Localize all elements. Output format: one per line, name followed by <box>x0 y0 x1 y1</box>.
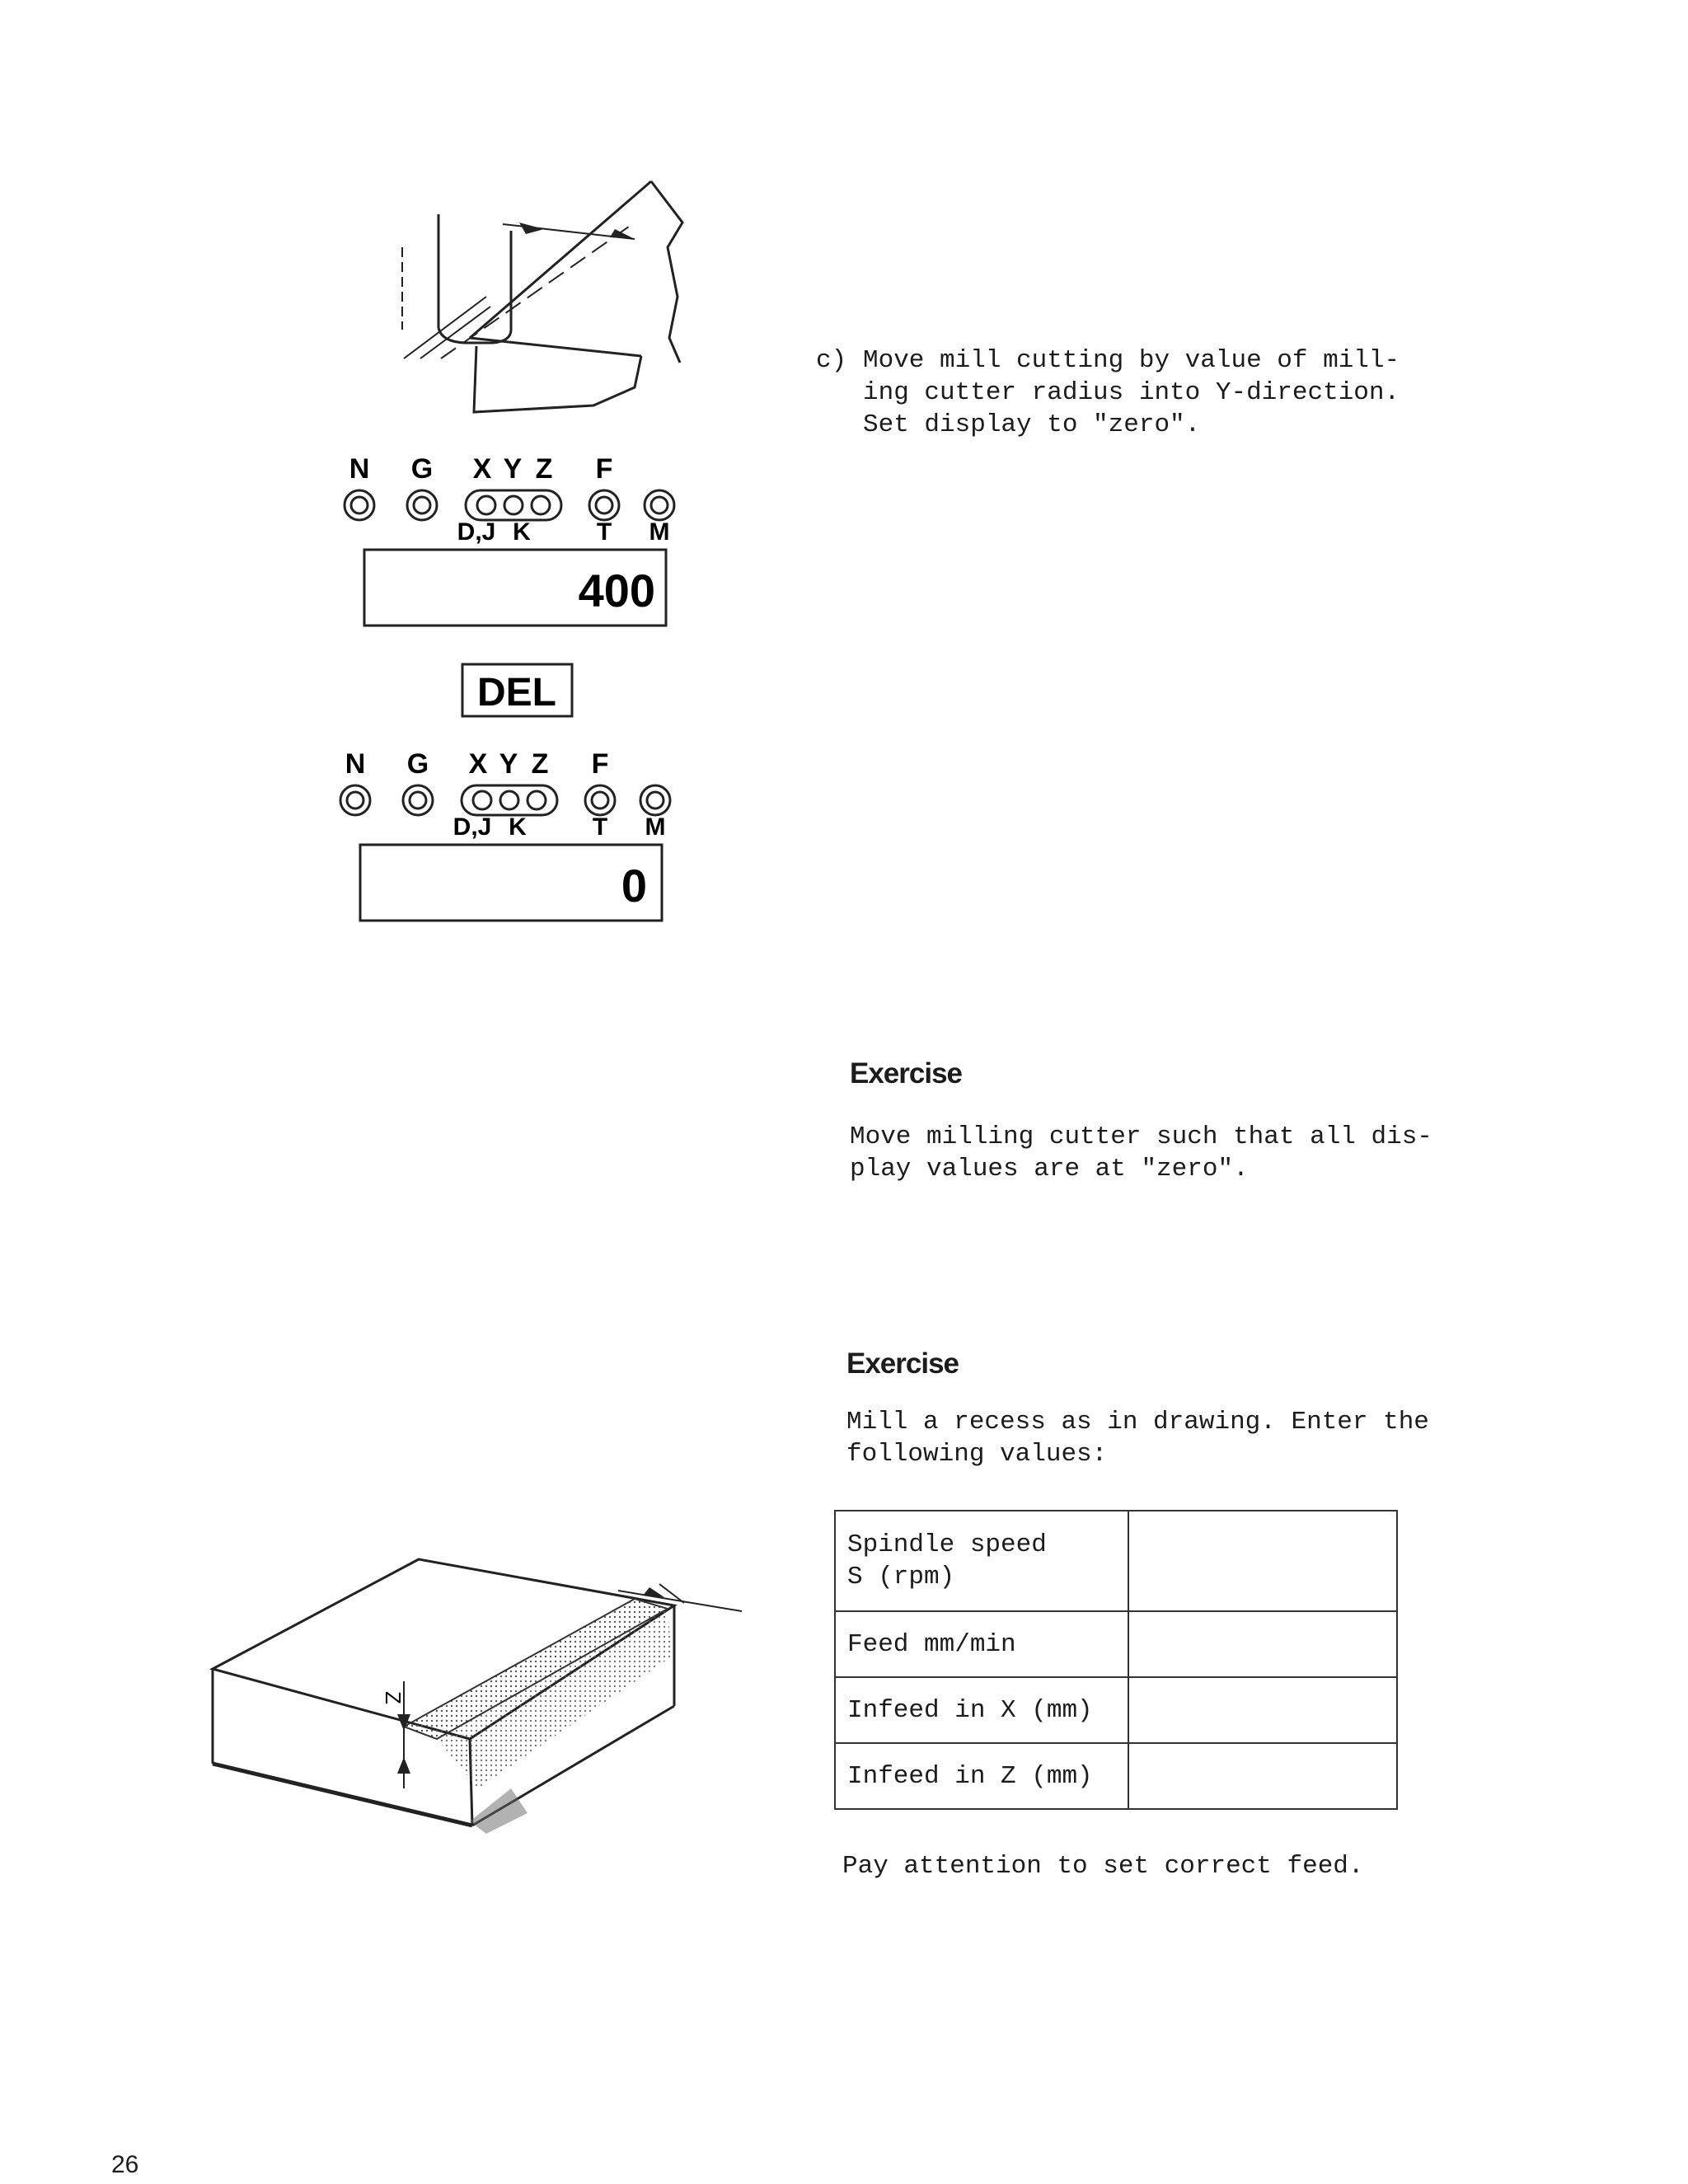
panel-label-f: F <box>591 748 609 780</box>
panel-label-t: T <box>596 518 612 546</box>
exercise-1-text: Move milling cutter such that all dis- play values are at "zero". <box>850 1122 1432 1183</box>
row-label-feed: Feed mm/min <box>835 1611 1128 1677</box>
panel-label-y: Y <box>499 748 518 780</box>
row-value-infeed-z <box>1128 1743 1397 1809</box>
step-c-marker: c) <box>816 346 847 375</box>
row-value-feed <box>1128 1611 1397 1677</box>
display-panel-before <box>338 449 684 635</box>
del-key-label: DEL <box>477 671 556 715</box>
row-label-infeed-z: Infeed in Z (mm) <box>835 1743 1128 1809</box>
panel-label-n: N <box>345 748 366 780</box>
cutter-edge-drawing <box>387 173 692 420</box>
step-c-text: Move mill cutting by value of mill- ing cutter radius into Y-direction. Set display to "zero". <box>863 346 1400 439</box>
panel-label-z: Z <box>531 748 549 780</box>
panel-label-dj: D,J <box>452 813 492 841</box>
display-panel-after <box>334 744 680 930</box>
panel-label-f: F <box>595 453 613 485</box>
values-table <box>834 1510 1398 1810</box>
panel-label-x: X <box>472 453 492 485</box>
panel-label-g: G <box>410 453 434 485</box>
panel-label-m: M <box>645 813 666 841</box>
table-row <box>835 1743 1397 1809</box>
display-value: 0 <box>621 860 647 912</box>
display-window <box>360 845 662 921</box>
panel-label-k: K <box>509 813 527 841</box>
exercise-1-title: Exercise <box>850 1057 963 1090</box>
panel-label-dj: D,J <box>457 518 496 546</box>
panel-label-g: G <box>406 748 429 780</box>
panel-label-k: K <box>513 518 531 546</box>
table-row <box>835 1511 1397 1611</box>
depth-label-z: Z <box>381 1691 406 1704</box>
recess-workpiece-drawing <box>198 1541 758 1838</box>
panel-label-m: M <box>649 518 670 546</box>
panel-label-y: Y <box>503 453 523 485</box>
feed-note: Pay attention to set correct feed. <box>842 1852 1364 1881</box>
row-label-spindle-speed: Spindle speed S (rpm) <box>835 1511 1128 1611</box>
row-value-infeed-x <box>1128 1677 1397 1743</box>
exercise-2-text: Mill a recess as in drawing. Enter the following values: <box>846 1408 1429 1469</box>
table-row <box>835 1611 1397 1677</box>
page-number: 26 <box>111 2151 139 2178</box>
row-value-spindle-speed <box>1128 1511 1397 1611</box>
panel-label-x: X <box>468 748 488 780</box>
exercise-2-title: Exercise <box>846 1347 959 1380</box>
panel-label-n: N <box>349 453 370 485</box>
del-key <box>457 659 577 721</box>
row-label-infeed-x: Infeed in X (mm) <box>835 1677 1128 1743</box>
display-value: 400 <box>578 565 655 616</box>
panel-label-t: T <box>592 813 608 841</box>
panel-label-z: Z <box>535 453 553 485</box>
indicator-lamps <box>345 490 674 520</box>
indicator-lamps <box>340 785 670 815</box>
table-row <box>835 1677 1397 1743</box>
